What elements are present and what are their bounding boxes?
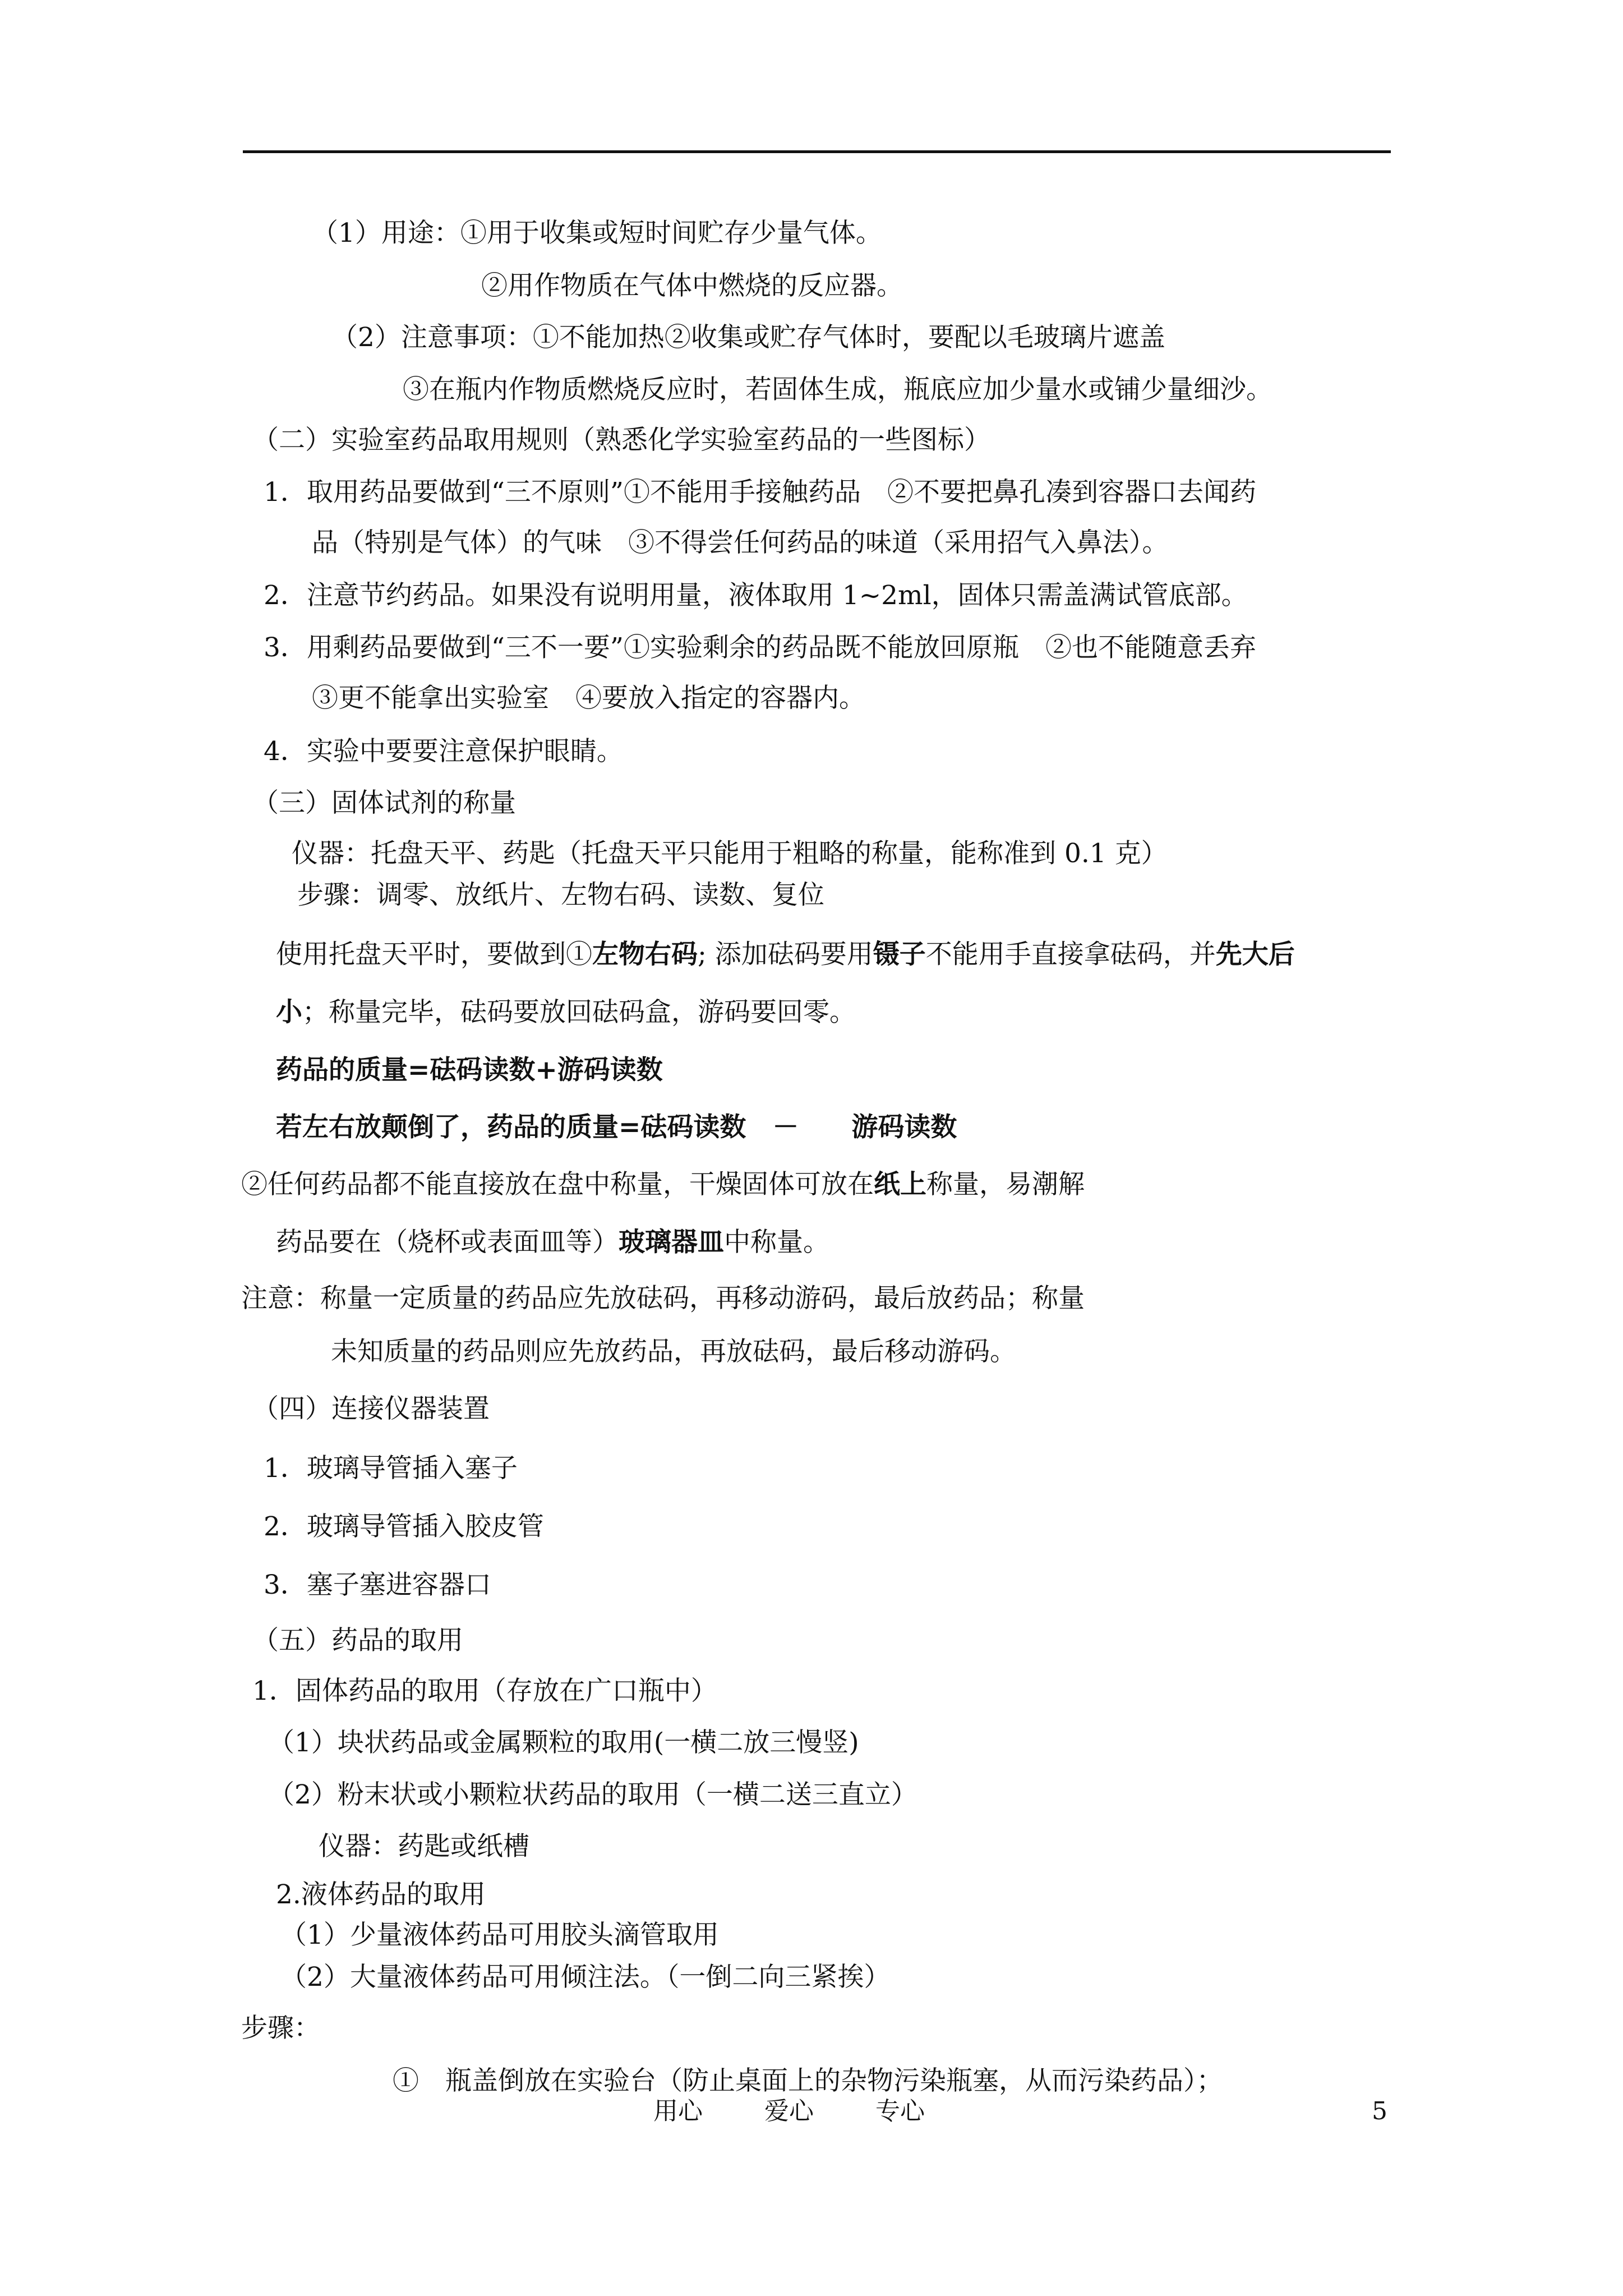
balance-rule-line-2: 小；称量完毕，砝码要放回砝码盒，游码要回零。 (276, 997, 856, 1028)
list-item: 4．实验中要要注意保护眼睛。 (264, 736, 623, 767)
section-heading: （四）连接仪器装置 (252, 1393, 490, 1424)
bold-term: 先大后 (1215, 939, 1295, 970)
list-item: 2．注意节约药品。如果没有说明用量，液体取用 1~2ml，固体只需盖满试管底部。 (264, 580, 1248, 611)
list-item: 3．用剩药品要做到“三不一要”①实验剩余的药品既不能放回原瓶 ②也不能随意丢弃 (264, 632, 1256, 663)
bold-term: 左物右码 (592, 939, 698, 970)
footer-slogan: 专心 (875, 2097, 925, 2125)
formula-reversed: 若左右放颠倒了，药品的质量=砝码读数 － 游码读数 (276, 1112, 957, 1143)
text-line: 仪器：托盘天平、药匙（托盘天平只能用于粗略的称量，能称准到 0.1 克） (292, 838, 1168, 869)
text-line: ③在瓶内作物质燃烧反应时，若固体生成，瓶底应加少量水或铺少量细沙。 (403, 374, 1272, 405)
text-line: 步骤：调零、放纸片、左物右码、读数、复位 (297, 880, 824, 910)
footer-slogan: 爱心 (764, 2097, 814, 2125)
steps-label: 步骤： (241, 2013, 320, 2044)
header-rule (243, 150, 1391, 153)
list-item: （1）少量液体药品可用胶头滴管取用 (280, 1920, 719, 1950)
text-line: ②用作物质在气体中燃烧的反应器。 (481, 270, 903, 301)
list-item: 1．玻璃导管插入塞子 (264, 1453, 518, 1484)
note-line: 注意：称量一定质量的药品应先放砝码，再移动游码，最后放药品；称量 (241, 1283, 1085, 1314)
list-item: 2.液体药品的取用 (276, 1879, 486, 1910)
text-line: （2）注意事项：①不能加热②收集或贮存气体时，要配以毛玻璃片遮盖 (331, 322, 1165, 353)
moist-line-1: ②任何药品都不能直接放在盘中称量，干燥固体可放在纸上称量，易潮解 (241, 1169, 1085, 1200)
bold-term: 纸上 (874, 1169, 926, 1200)
formula-mass: 药品的质量=砝码读数+游码读数 (276, 1055, 663, 1085)
section-heading: （五）药品的取用 (252, 1625, 463, 1656)
balance-rule-line-1: 使用托盘天平时，要做到①左物右码; 添加砝码要用镊子不能用手直接拿砝码，并先大后 (276, 939, 1295, 970)
list-item: 1．固体药品的取用（存放在广口瓶中） (252, 1676, 717, 1706)
bold-term: 小 (276, 997, 302, 1028)
list-item: （2）大量液体药品可用倾注法。（一倒二向三紧挨） (280, 1962, 891, 1993)
section-heading: （二）实验室药品取用规则（熟悉化学实验室药品的一些图标） (252, 425, 990, 455)
list-item: 2．玻璃导管插入胶皮管 (264, 1511, 544, 1542)
step-item: ① 瓶盖倒放在实验台（防止桌面上的杂物污染瓶塞，从而污染药品）； (393, 2065, 1223, 2096)
list-item-continuation: ③更不能拿出实验室 ④要放入指定的容器内。 (312, 683, 865, 714)
text-line: 仪器：药匙或纸槽 (319, 1831, 529, 1862)
section-heading: （三）固体试剂的称量 (252, 788, 516, 818)
text-line: （1）用途：①用于收集或短时间贮存少量气体。 (312, 218, 882, 249)
footer-slogan: 用心 (653, 2097, 703, 2125)
page-number: 5 (1372, 2097, 1387, 2125)
list-item: （1）块状药品或金属颗粒的取用(一横二放三慢竖) (268, 1727, 859, 1758)
list-item: （2）粉末状或小颗粒状药品的取用（一横二送三直立） (268, 1779, 917, 1810)
bold-term: 玻璃器皿 (619, 1227, 724, 1258)
list-item-continuation: 品（特别是气体）的气味 ③不得尝任何药品的味道（采用招气入鼻法）。 (312, 527, 1169, 558)
list-item: 1．取用药品要做到“三不原则”①不能用手接触药品 ②不要把鼻孔凑到容器口去闻药 (264, 477, 1256, 508)
note-line: 未知质量的药品则应先放药品，再放砝码，最后移动游码。 (331, 1336, 1016, 1367)
moist-line-2: 药品要在（烧杯或表面皿等）玻璃器皿中称量。 (276, 1227, 829, 1258)
list-item: 3．塞子塞进容器口 (264, 1570, 491, 1600)
bold-term: 镊子 (873, 939, 926, 970)
